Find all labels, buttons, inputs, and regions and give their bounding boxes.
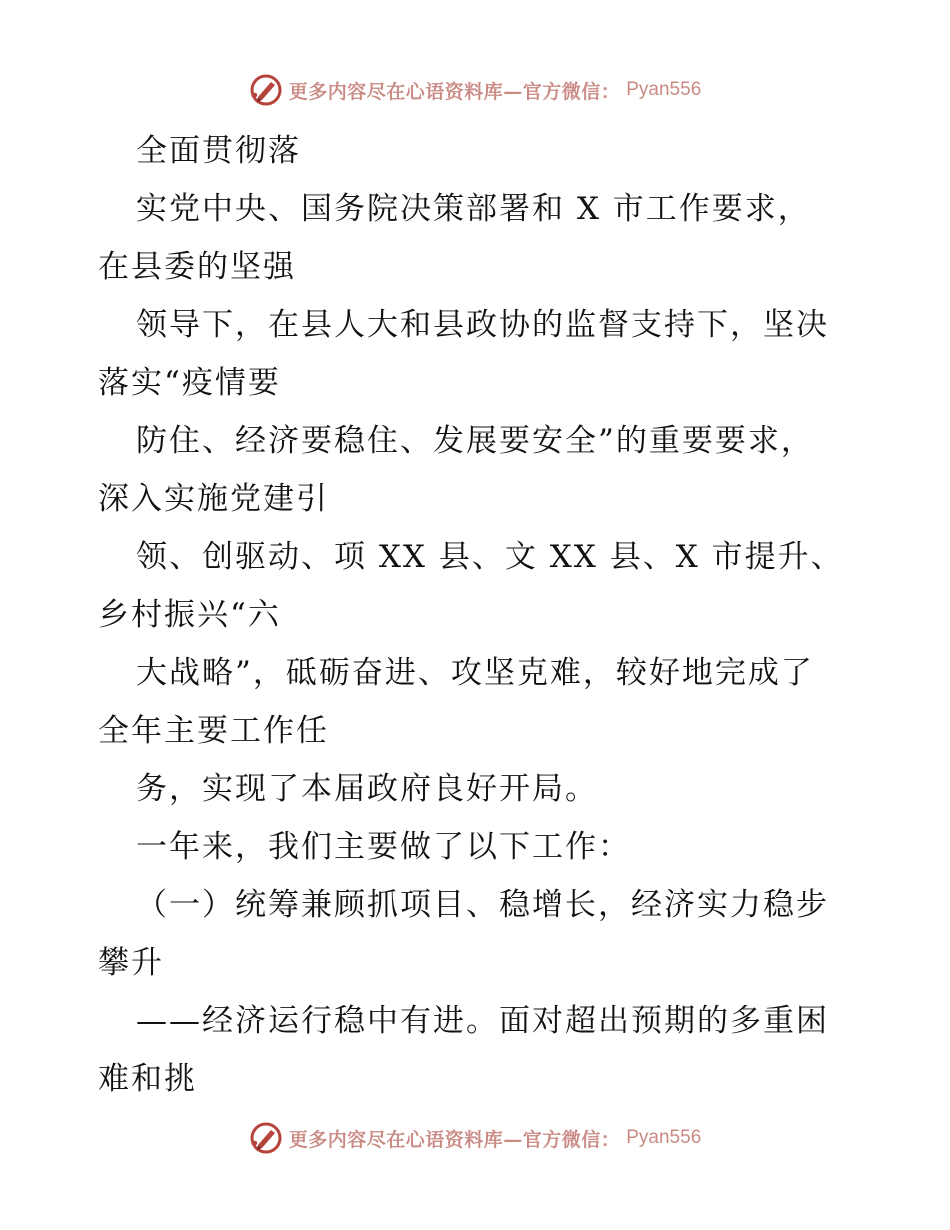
body-line-14: （一）统筹兼顾抓项目、稳增长，经济实力稳步 [136,887,829,923]
pen-logo-icon [249,73,283,107]
body-line-1: 全面贯彻落 [136,133,301,169]
body-line-3: 在县委的坚强 [98,249,296,285]
body-line-8: 领、创驱动、项 XX 县、文 XX 县、X 市提升、 [136,539,844,575]
body-line-11: 全年主要工作任 [98,713,329,749]
body-line-15: 攀升 [98,945,164,981]
body-line-9: 乡村振兴“六 [98,597,281,633]
header-banner-text: 更多内容尽在心语资料库—官方微信： [288,80,621,103]
body-line-12: 务，实现了本届政府良好开局。 [136,771,598,807]
body-line-5: 落实“疫情要 [98,365,281,401]
pen-logo-icon [249,1121,283,1155]
body-line-16: ——经济运行稳中有进。面对超出预期的多重困 [136,1003,829,1039]
body-line-17: 难和挑 [98,1061,197,1097]
footer-banner-text: 更多内容尽在心语资料库—官方微信： [288,1128,621,1151]
body-line-2: 实党中央、国务院决策部署和 X 市工作要求， [136,191,811,227]
footer-banner-account: Pyan556 [626,1127,702,1148]
body-line-4: 领导下，在县人大和县政协的监督支持下，坚决 [136,307,829,343]
body-line-6: 防住、经济要稳住、发展要安全”的重要要求， [136,423,814,459]
body-line-7: 深入实施党建引 [98,481,329,517]
footer-watermark-banner [0,1118,950,1158]
body-line-13: 一年来，我们主要做了以下工作： [136,829,631,865]
body-line-10: 大战略”，砥砺奋进、攻坚克难，较好地完成了 [136,655,814,691]
header-watermark-banner [0,70,950,110]
header-banner-account: Pyan556 [626,79,702,100]
document-body [98,122,858,1108]
